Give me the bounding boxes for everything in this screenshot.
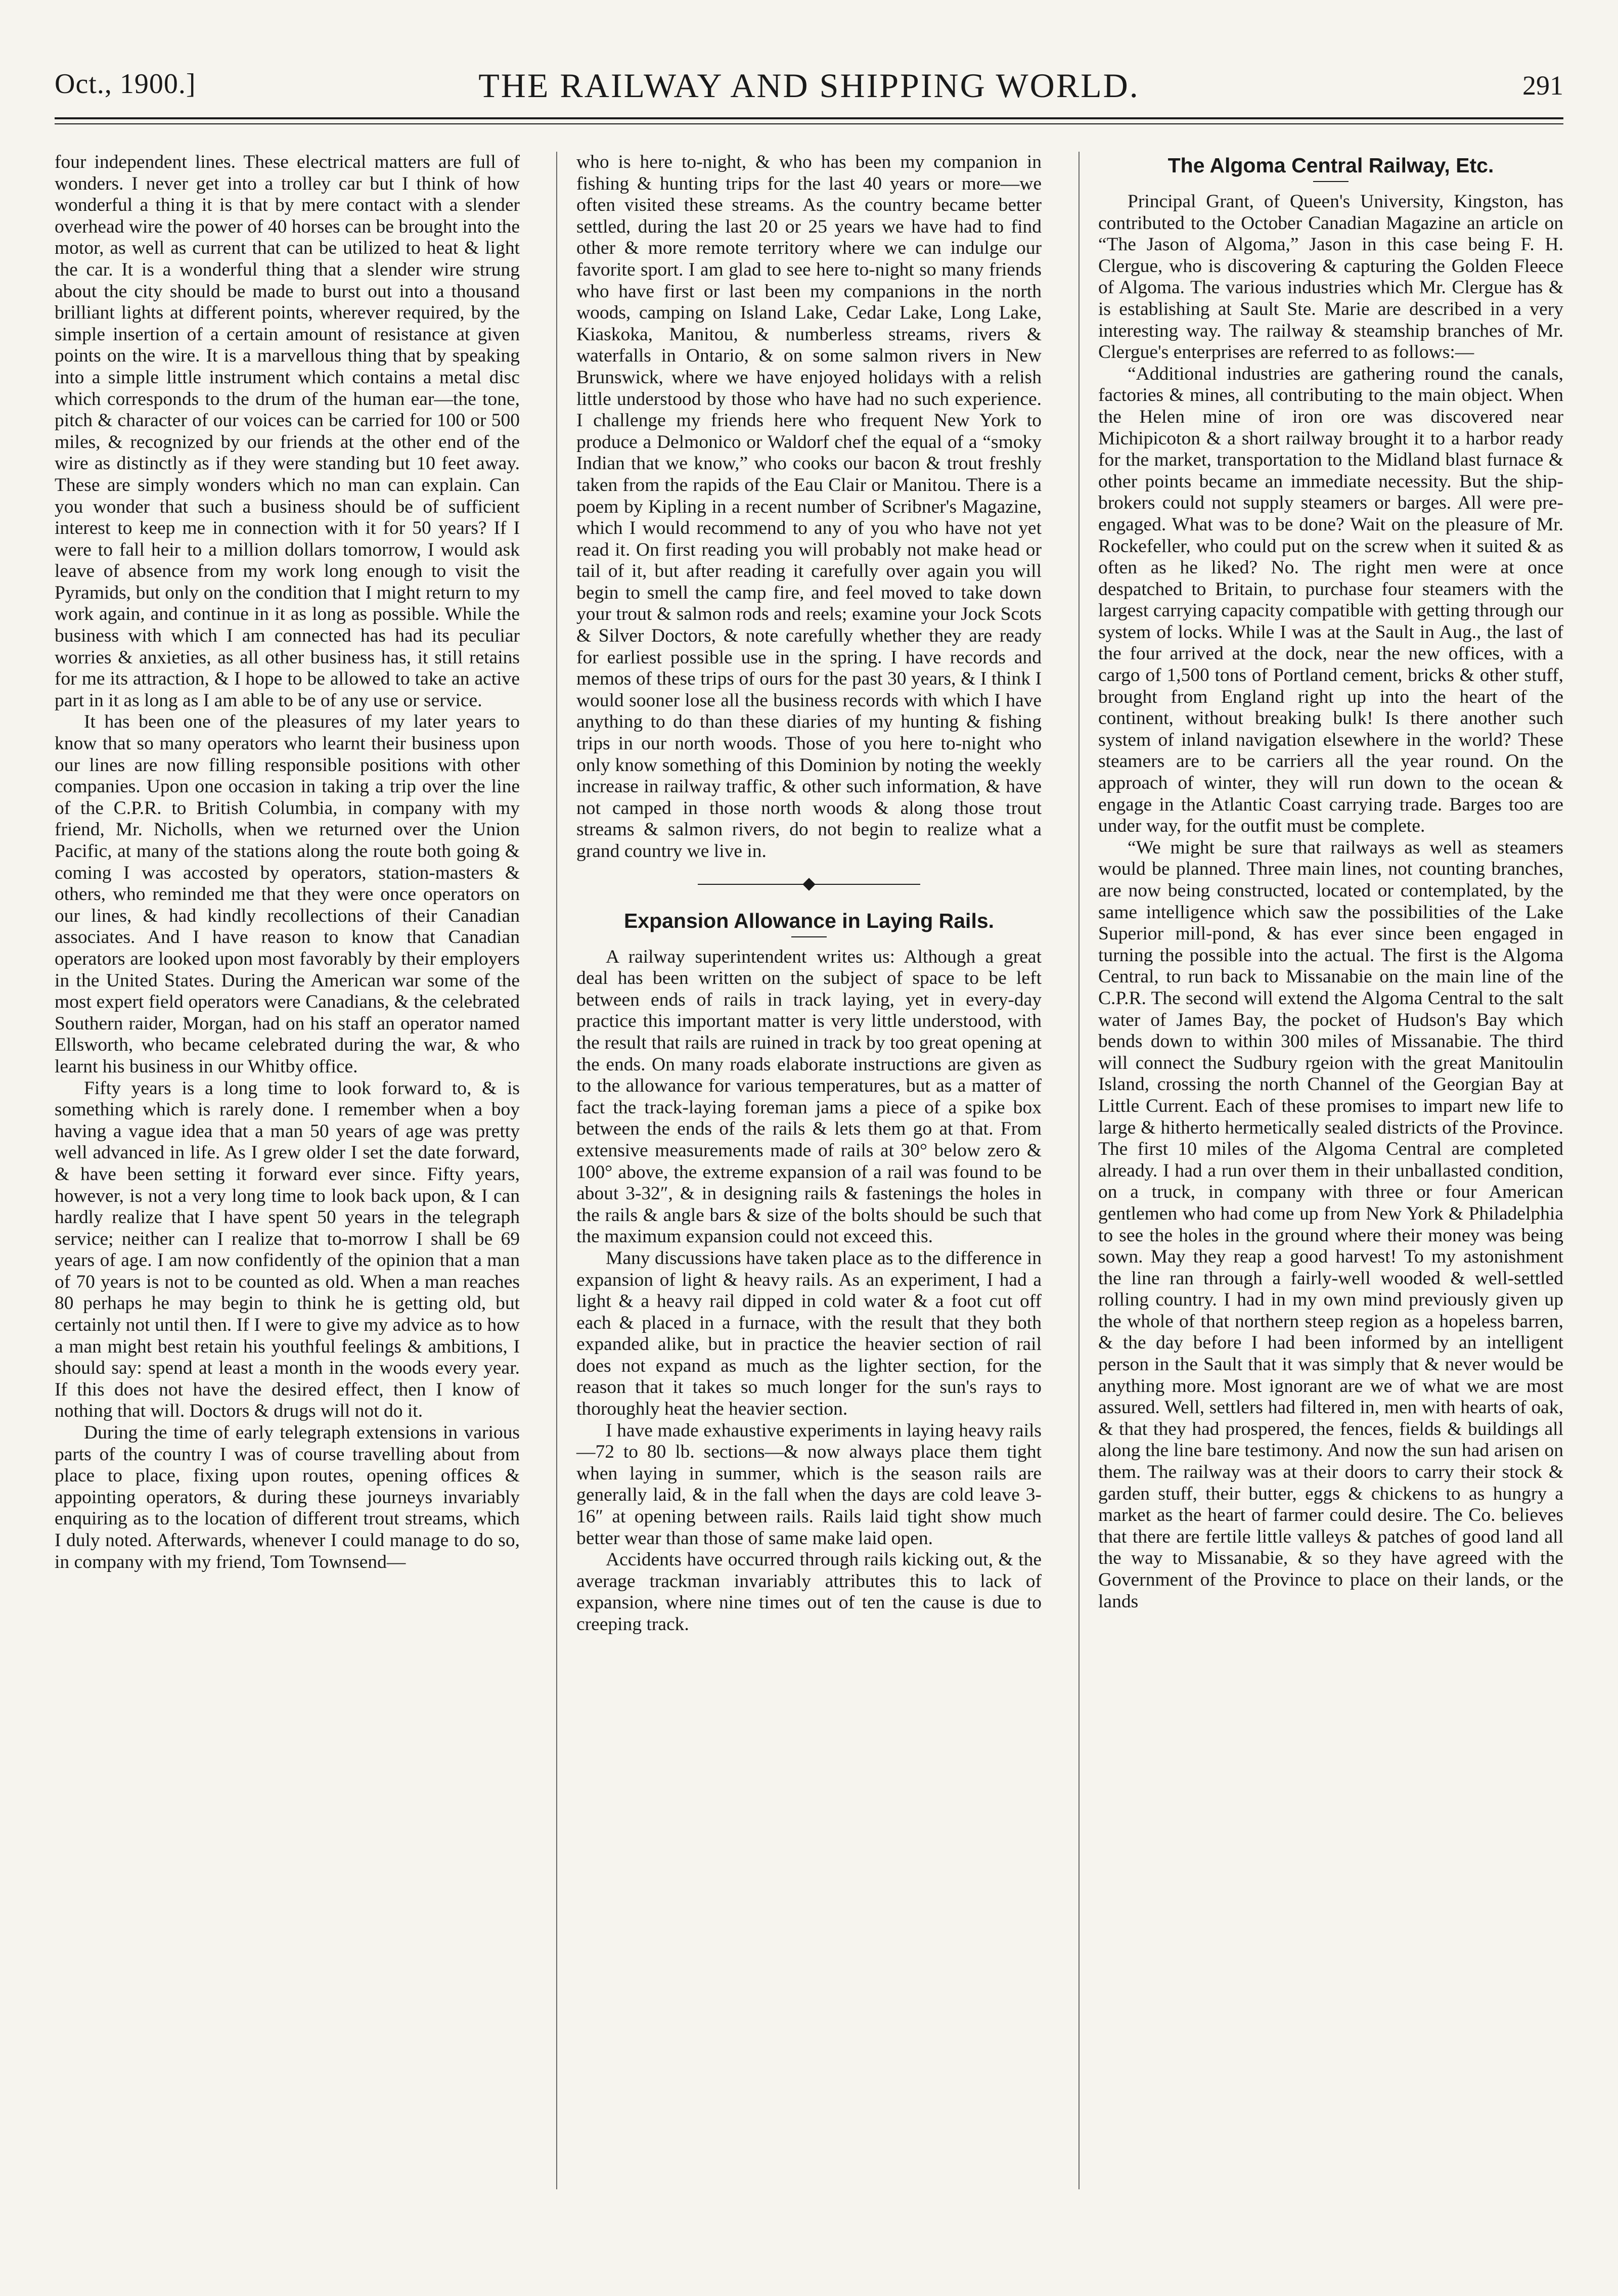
paragraph: Fifty years is a long time to look forward to, & is something which is rarely done. I remember when a boy having a vague idea that a man 50 years of age was pretty well advanced in life. As I grew older I set the date forward, & have been setting it forward ever since. Fifty years, however, is not a very long time to look back upon, & I can hardly realize that I have spent 50 years in the telegraph service; neither can I realize that to-morrow I shall be 69 years of age. I am now confidently of the opinion that a man of 70 years is not to be counted as old. When a man reaches 80 perhaps he may begin to think he is getting old, but certainly not until then. If I were to give my advice as to how a man might best retain his youthful feelings & ambitions, I should say: spend at least a month in the woods every year. If this does not have the desired effect, then I know of nothing that will. Doctors & drugs will not do it.	[55, 1077, 520, 1422]
article-title-expansion-allowance: Expansion Allowance in Laying Rails.	[623, 909, 995, 932]
paragraph: It has been one of the pleasures of my later years to know that so many operators who learnt their business upon our lines are now filling responsible positions with other companies. Upon one occasion in taking a trip over the line of the C.P.R. to British Columbia, in company with my friend, Mr. Nicholls, when we returned over the Union Pacific, at many of the stations along the route both going & coming I was accosted by operators, station-masters & others, who reminded me that they were once operators on our lines, & had kindly recollections of their Canadian associates. And I have reason to know that Canadian operators are looked upon most favorably by their employers in the United States. During the American war some of the most expert field operators were Canadians, & the celebrated Southern raider, Morgan, had on his staff an operator named Ellsworth, who became celebrated during the war, & who learnt his business in our Whitby office.	[55, 711, 520, 1077]
column-divider	[1078, 152, 1080, 2189]
paragraph: Principal Grant, of Queen's University, Kingston, has contributed to the October Canadian Magazine an article on “The Jason of Algoma,” Jason in this case being F. H. Clergue, who is discovering & capturing the Golden Fleece of Algoma. The various industries which Mr. Clergue has & is establishing at Sault Ste. Marie are described in a very interesting way. The railway & steamship branches of Mr. Clergue's enterprises are referred to as follows:—	[1098, 191, 1563, 363]
column-divider	[556, 152, 557, 2189]
paragraph: I have made exhaustive experiments in laying heavy rails—72 to 80 lb. sections—& now always place them tight when laying in summer, which is the season rails are generally laid, & in the fall when the days are cold leave 3-16″ at opening between rails. Rails laid tight show much better wear than those of same make laid open.	[576, 1420, 1042, 1549]
paragraph: During the time of early telegraph extensions in various parts of the country I was of course travelling about from place to place, fixing upon routes, opening offices & appointing operators, & during these journeys invariably enquiring as to the location of different trout streams, which I duly noted. Afterwards, whenever I could manage to do so, in company with my friend, Tom Townsend—	[55, 1422, 520, 1572]
paragraph: four independent lines. These electrical matters are full of wonders. I never get into a trolley car but I think of how wonderful a thing it is that by mere contact with a slender overhead wire the power of 40 horses can be brought into the motor, as well as current that can be utilized to heat & light the car. It is a wonderful thing that a slender wire strung about the city should be made to burst out into a thousand brilliant lights at different points, wherever required, by the simple insertion of a certain amount of resistance at given points on the wire. It is a marvellous thing that by speaking into a simple little instrument which contains a metal disc which corresponds to the drum of the human ear—the tone, pitch & character of our voices can be carried for 100 or 500 miles, & recognized by our friends at the other end of the wire as distinctly as if they were standing but 10 feet away. These are simply wonders which no man can explain. Can you wonder that such a business should be of sufficient interest to keep me in connection with it for 50 years? If I were to fall heir to a million dollars tomorrow, I would ask leave of absence from my work long enough to visit the Pyramids, but only on the condition that I might return to my work again, and continue in it as long as possible. While the business with which I am connected has had its peculiar worries & anxieties, as all other business has, it still retains for me its attraction, & I hope to be allowed to take an active part in it as long as I am able to be of any use or service.	[55, 152, 520, 711]
paragraph: “We might be sure that railways as well as steamers would be planned. Three main lines, not counting branches, are now being constructed, located or contemplated, by the same intelligence which saw the possibilities of the Lake Superior mill-pond, & has ever since been engaged in turning the possible into the actual. The first is the Algoma Central, to run back to Missanabie on the main line of the C.P.R. The second will extend the Algoma Central to the salt water of James Bay, the pocket of Hudson's Bay which bends down to within 300 miles of Missanabie. The third will connect the Sudbury rgeion with the great Manitoulin Island, crossing the north Channel of the Georgian Bay at Little Current. Each of these promises to impart new life to large & hitherto hermetically sealed districts of the Province. The first 10 miles of the Algoma Central are completed already. I had a run over them in their unballasted condition, on a truck, in company with three or four American gentlemen who had come up from New York & Philadelphia to see the holes in the ground where their money was being sown. May they reap a good harvest! To my astonishment the line ran through a fairly-well wooded & well-settled rolling country. I had in my own mind previously given up the whole of that northern steep region as a hopeless barren, & the day before I had been informed by an intelligent person in the Sault that it was simply that & never would be anything more. Most ignorant are we of what we are most assured. Well, settlers had filtered in, men with hearts of oak, & that they had prospered, the fences, fields & buildings all along the line bare testimony. And now the sun had arisen on them. The railway was at their doors to carry their stock & garden stuff, their butter, eggs & chickens to as hungry a market as the heart of farmer could desire. The Co. believes that there are fertile little valleys & patches of good land all the way to Missanabie, & so they have agreed with the Government of the Province to place on their lands, or the lands	[1098, 837, 1563, 1612]
running-header	[55, 66, 1563, 106]
article-title-algoma-central: The Algoma Central Railway, Etc.	[1167, 154, 1494, 177]
paragraph: A railway superintendent writes us: Although a great deal has been written on the subject of space to be left between ends of rails in track laying, yet in every-day practice this important matter is very little understood, with the result that rails are ruined in track by too great opening at the ends. On many roads elaborate instructions are given as to the allowance for various temperatures, but as a matter of fact the track-laying foreman jams a piece of a spike box between the ends of the rails & lets them go at that. From extensive measurements made of rails at 30° below zero & 100° above, the extreme expansion of a rail was found to be about 3-32″, & in designing rails & fastenings the holes in the rails & angle bars & size of the bolts should be such that the maximum expansion could not exceed this.	[576, 946, 1042, 1247]
page-number: 291	[1522, 70, 1563, 101]
paragraph: Accidents have occurred through rails kicking out, & the average trackman invariably attributes this to lack of expansion, where nine times out of ten the cause is due to creeping track.	[576, 1549, 1042, 1635]
paragraph: Many discussions have taken place as to the difference in expansion of light & heavy rails. As an experiment, I had a light & a heavy rail dipped in cold water & a foot cut off each & placed in a furnace, with the result that they both expanded alike, but in practice the heavier section of rail does not expand as much as the lighter section, for the reason that it takes so much longer for the sun's rays to thoroughly heat the heavier section.	[576, 1247, 1042, 1420]
header-rule-thin	[55, 123, 1563, 124]
section-separator-ornament	[576, 872, 1042, 897]
column-middle	[576, 152, 1042, 1636]
title-dash	[1313, 181, 1349, 182]
publication-title: THE RAILWAY AND SHIPPING WORLD.	[478, 66, 1140, 105]
title-dash	[791, 936, 827, 937]
issue-date: Oct., 1900.]	[55, 68, 196, 100]
column-right	[1098, 152, 1563, 1612]
paragraph: who is here to-night, & who has been my companion in fishing & hunting trips for the last 40 years or more—we often visited these streams. As the country became better settled, during the last 20 or 25 years we have had to find other & more remote territory where we can indulge our favorite sport. I am glad to see here to-night so many friends who have first or last been my companions in the north woods, camping on Island Lake, Cedar Lake, Long Lake, Kiaskoka, Manitou, & numberless streams, rivers & waterfalls in Ontario, & on some salmon rivers in New Brunswick, where we have enjoyed holidays with a relish little understood by those who have had no such experience. I challenge my friends here who frequent New York to produce a Delmonico or Waldorf chef the equal of a “smoky Indian that we know,” who cooks our bacon & trout freshly taken from the rapids of the Eau Clair or Manitou. There is a poem by Kipling in a recent number of Scribner's Magazine, which I would recommend to any of you who have not yet read it. On first reading you will probably not make head or tail of it, but after reading it carefully over again you will begin to smell the camp fire, and feel moved to take down your trout & salmon rods and reels; examine your Jock Scots & Silver Doctors, & note carefully whether they are ready for earliest possible use in the spring. I have records and memos of these trips of ours for the past 30 years, & I think I would sooner lose all the business records with which I have anything to do than these diaries of my hunting & fishing trips in our north woods. Those of you here to-night who only know something of this Dominion by noting the weekly increase in railway traffic, & other such information, & have not camped in those north woods & along those trout streams & salmon rivers, do not begin to realize what a grand country we live in.	[576, 152, 1042, 862]
header-rule-thick	[55, 117, 1563, 119]
paragraph: “Additional industries are gathering round the canals, factories & mines, all contributing to the main object. When the Helen mine of iron ore was discovered near Michipicoton & a short railway brought it to a harbor ready for the market, transportation to the Midland blast furnace & other points became an immediate necessity. But the ship-brokers could not supply steamers or barges. All were pre-engaged. What was to be done? Wait on the pleasure of Mr. Rockefeller, who could put on the screw when it suited & as often as he liked? No. The right men were at once despatched to Britain, to purchase four steamers with the largest carrying capacity compatible with getting through our system of locks. While I was at the Sault in Aug., the last of the four arrived at the dock, near the new offices, with a cargo of 1,500 tons of Portland cement, bricks & other stuff, brought from England right up into the heart of the continent, without breaking bulk! Is there another such system of inland navigation elsewhere in the world? These steamers are to be carriers all the year round. On the approach of winter, they will run down to the ocean & engage in the Atlantic Coast carrying trade. Barges too are under way, for the outfit must be complete.	[1098, 363, 1563, 837]
column-left	[55, 152, 520, 1573]
